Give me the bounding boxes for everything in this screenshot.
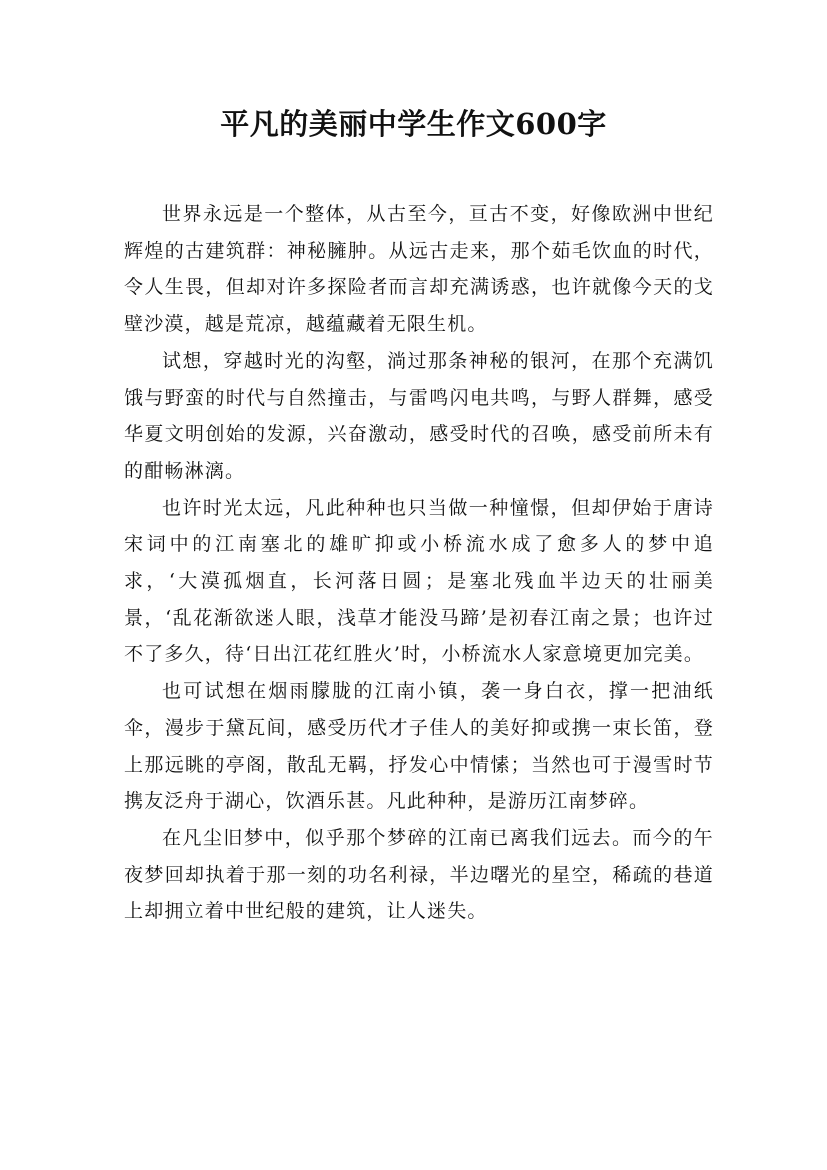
essay-body [124, 196, 714, 930]
essay-title: 平凡的美丽中学生作文600字 [220, 107, 607, 141]
essay-paragraph-1: 世界永远是一个整体，从古至今，亘古不变，好像欧洲中世纪辉煌的古建筑群：神秘臃肿。从远古走来，那个茹毛饮血的时代，令人生畏，但却对许多探险者而言却充满诱惑，也许就像今天的戈壁沙漠，越是荒凉，越蕴藏着无限生机。 [124, 203, 714, 336]
essay-paragraph-3: 也许时光太远，凡此种种也只当做一种憧憬，但却伊始于唐诗宋词中的江南塞北的雄旷抑或小桥流水成了愈多人的梦中追求，‘大漠孤烟直，长河落日圆；是塞北残血半边天的壮丽美景，‘乱花渐欲迷人眼，浅草才能没马蹄’是初春江南之景；也许过不了多久，待‘日出江花红胜火’时，小桥流水人家意境更加完美。 [124, 496, 714, 666]
essay-paragraph-2: 试想，穿越时光的沟壑，淌过那条神秘的银河，在那个充满饥饿与野蛮的时代与自然撞击，与雷鸣闪电共鸣，与野人群舞，感受华夏文明创始的发源，兴奋激动，感受时代的召唤，感受前所未有的酣畅淋漓。 [124, 349, 714, 482]
essay-paragraph-5: 在凡尘旧梦中，似乎那个梦碎的江南已离我们远去。而今的午夜梦回却执着于那一刻的功名利禄，半边曙光的星空，稀疏的巷道上却拥立着中世纪般的建筑，让人迷失。 [124, 826, 714, 923]
essay-paragraph-4: 也可试想在烟雨朦胧的江南小镇，袭一身白衣，撑一把油纸伞，漫步于黛瓦间，感受历代才子佳人的美好抑或携一束长笛，登上那远眺的亭阁，散乱无羁，抒发心中情愫；当然也可于漫雪时节携友泛舟于湖心，饮酒乐甚。凡此种种，是游历江南梦碎。 [124, 680, 714, 813]
